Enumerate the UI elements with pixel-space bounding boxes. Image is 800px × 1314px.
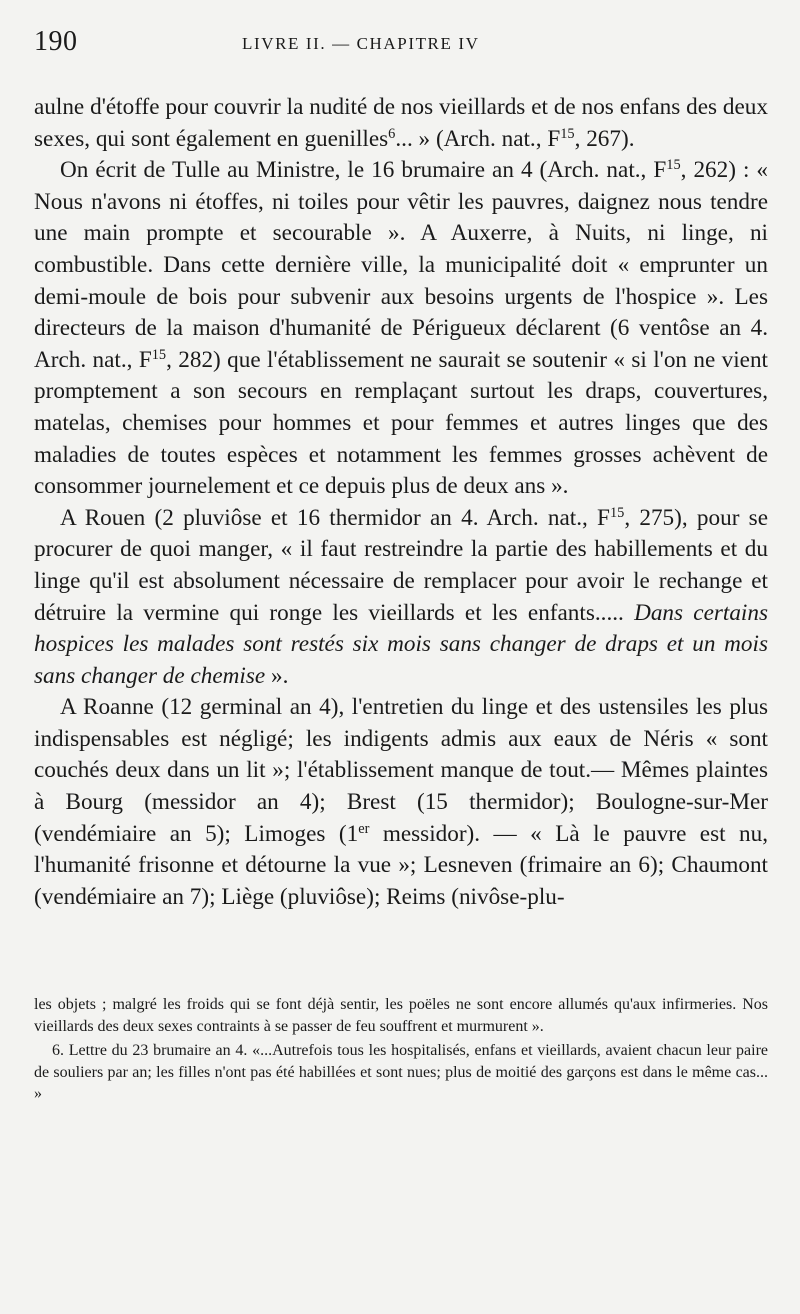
text-run: , 262) : « Nous n'avons ni étoffes, ni toiles pour vêtir les pauvres, daignez nous tendre une main prompte et secourable ». A Auxerre, à Nuits, ni linge, ni combustible. Dans cette dernière ville, la municipalité doit « emprunter un demi-moule de bois pour subvenir aux besoins urgents de l'hospice ». Les directeurs de la maison d'humanité de Périgueux déclarent (6 ventôse an 4. Arch. nat., F: [34, 157, 768, 373]
page-number: 190: [34, 26, 78, 57]
page-header: [34, 26, 768, 66]
running-head: LIVRE II. — CHAPITRE IV: [242, 34, 480, 53]
text-run: A Roanne (12 germinal an 4), l'entretien du linge et des ustensiles les plus indispensables est négligé; les indigents admis aux eaux de Néris « sont couchés deux dans un lit »; l'établissement manque de tout.— Mêmes plaintes à Bourg (messidor an 4); Brest (15 thermidor); Boulogne-sur-Mer (vendémiaire an 5); Limoges (1: [34, 694, 768, 847]
text-run: messidor). — « Là le pauvre est nu, l'humanité frisonne et détourne la vue »; Lesneven (frimaire an 6); Chaumont (vendémiaire an 7); Liège (pluviôse); Reims (nivôse-plu-: [34, 820, 768, 910]
text-run: On écrit de Tulle au Ministre, le 16 brumaire an 4 (Arch. nat., F: [60, 157, 667, 184]
paragraph: [34, 155, 768, 503]
text-run: , 275), pour se procurer de quoi manger, « il faut restreindre la partie des habillements et du linge qu'il est absolument nécessaire de remplacer pour avoir le rechange et détruire la vermine qui ronge les vieillards et les enfants.....: [34, 504, 768, 626]
text-run: , 267).: [574, 125, 635, 152]
text-run: ».: [265, 662, 289, 689]
superscript: 15: [560, 125, 575, 142]
superscript: 15: [666, 157, 681, 174]
superscript: 15: [609, 504, 625, 521]
text-run: A Rouen (2 pluviôse et 16 thermidor an 4. Arch. nat., F: [60, 504, 610, 531]
superscript: er: [358, 820, 370, 837]
superscript: 6: [388, 125, 396, 142]
footnote: les objets ; malgré les froids qui se font déjà sentir, les poëles ne sont encore allumés qu'aux infirmeries. Nos vieillards des deux sexes contraints à se passer de feu souffrent et murmurent ».: [34, 996, 768, 1035]
paragraph: [34, 92, 768, 155]
paragraph: [34, 503, 768, 693]
paragraph: [34, 692, 768, 913]
superscript: 15: [151, 346, 167, 363]
italic-text: Dans certains hospices les malades sont restés six mois sans changer de draps et un mois sans changer de chemise: [34, 599, 768, 689]
footnotes: [34, 994, 768, 1108]
main-text: [34, 92, 768, 913]
text-run: aulne d'étoffe pour couvrir la nudité de nos vieillards et de nos enfans des deux sexes, qui sont également en guenilles: [34, 94, 768, 152]
footnote: 6. Lettre du 23 brumaire an 4. «...Autrefois tous les hospitalisés, enfans et vieillards, avaient chacun leur paire de souliers par an; les filles n'ont pas été habillées et sont nues; plus de moitié des garçons est dans le même cas... »: [34, 1042, 768, 1102]
text-run: ... » (Arch. nat., F: [395, 125, 561, 152]
text-run: , 282) que l'établissement ne saurait se soutenir « si l'on ne vient promptement a son secours en remplaçant surtout les draps, couvertures, matelas, chemises pour hommes et pour femmes et autres linges que des maladies de toutes espèces et notamment les femmes grosses achèvent de consommer journelement et ce depuis plus de deux ans ».: [34, 346, 768, 500]
